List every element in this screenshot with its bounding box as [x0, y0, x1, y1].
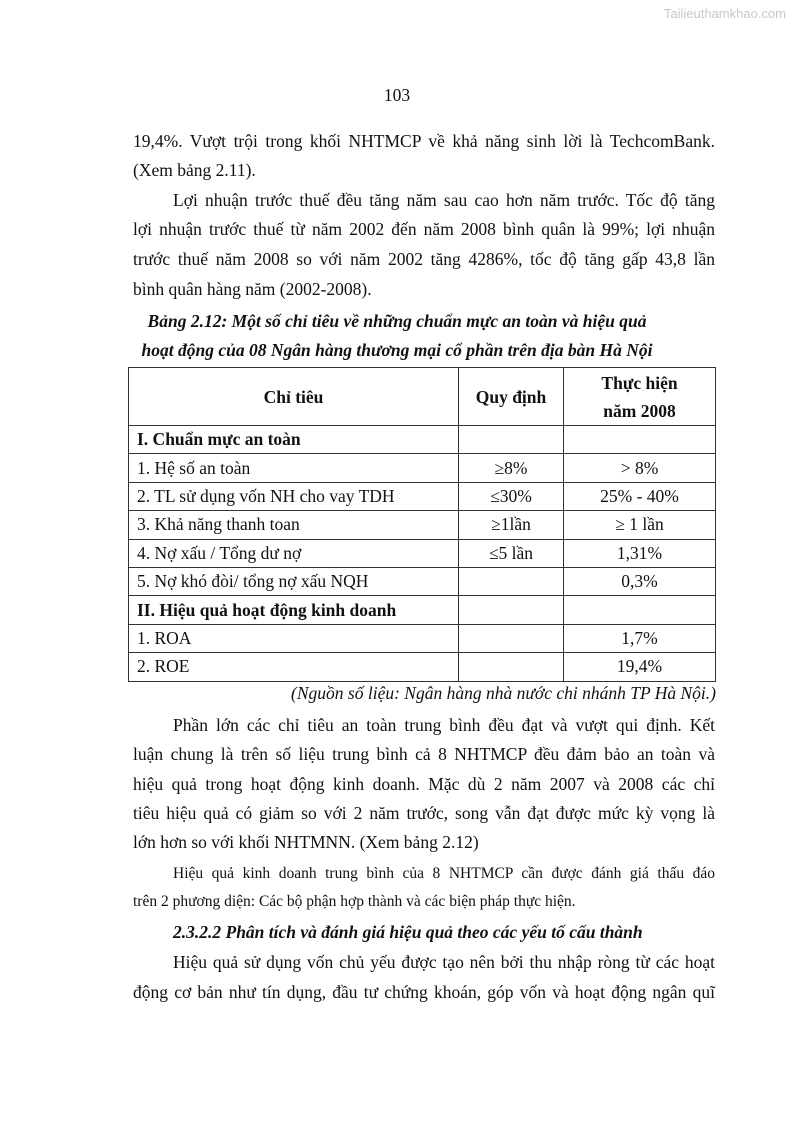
indicator-cell: 2. ROE: [129, 653, 459, 681]
regulation-cell: [459, 426, 564, 454]
text-line: 19,4%. Vượt trội trong khối NHTMCP về khả năng sinh lời là TechcomBank.: [133, 131, 715, 151]
table-row: [129, 596, 716, 624]
text-line: tiêu hiệu quả có giảm so với 2 năm trước, song vẫn đạt được mức kỳ vọng là: [133, 803, 715, 823]
text-line: lớn hơn so với khối NHTMNN. (Xem bảng 2.12): [133, 832, 479, 852]
regulation-cell: [459, 653, 564, 681]
indicator-cell: 2. TL sử dụng vốn NH cho vay TDH: [129, 482, 459, 510]
actual-cell: 1,31%: [564, 539, 716, 567]
header-cell: Thực hiện năm 2008: [564, 368, 716, 426]
indicator-cell: 3. Khả năng thanh toan: [129, 511, 459, 539]
text-line: Hiệu quả kinh doanh trung bình của 8 NHTMCP cần được đánh giá thấu đáo: [173, 865, 715, 882]
text-line: bình quân hàng năm (2002-2008).: [133, 279, 372, 299]
text-line: Lợi nhuận trước thuế đều tăng năm sau cao hơn năm trước. Tốc độ tăng: [173, 190, 715, 210]
indicator-cell: 1. ROA: [129, 624, 459, 652]
text-line: hiệu quả trong hoạt động kinh doanh. Mặc dù 2 năm 2007 và 2008 các chỉ: [133, 774, 715, 794]
regulation-cell: [459, 567, 564, 595]
header-cell: Quy định: [459, 368, 564, 426]
section-heading: 2.3.2.2 Phân tích và đánh giá hiệu quả theo các yếu tố cấu thành: [173, 922, 643, 942]
table-header-row: [129, 368, 716, 426]
table-caption: hoạt động của 08 Ngân hàng thương mại cổ phần trên địa bàn Hà Nội: [141, 340, 653, 360]
regulation-cell: ≥1lần: [459, 511, 564, 539]
regulation-cell: ≤5 lần: [459, 539, 564, 567]
indicator-cell: II. Hiệu quả hoạt động kinh doanh: [129, 596, 459, 624]
table-row: [129, 482, 716, 510]
indicator-cell: 1. Hệ số an toàn: [129, 454, 459, 482]
actual-cell: 19,4%: [564, 653, 716, 681]
text-line: luận chung là trên số liệu trung bình cả 8 NHTMCP đều đảm bảo an toàn và: [133, 744, 715, 764]
text-line: trước thuế năm 2008 so với năm 2002 tăng 4286%, tốc độ tăng gấp 43,8 lần: [133, 249, 715, 269]
watermark: Tailieuthamkhao.com: [663, 6, 786, 21]
text-line: Hiệu quả sử dụng vốn chủ yếu được tạo nên bởi thu nhập ròng từ các hoạt: [173, 952, 715, 972]
table-row: [129, 567, 716, 595]
actual-cell: [564, 596, 716, 624]
data-table: [128, 367, 716, 682]
text-line: trên 2 phương diện: Các bộ phận hợp thành và các biện pháp thực hiện.: [133, 893, 576, 910]
text-line: lợi nhuận trước thuế từ năm 2002 đến năm 2008 bình quân là 99%; lợi nhuận: [133, 219, 715, 239]
table-caption: Bảng 2.12: Một số chỉ tiêu về những chuẩn mực an toàn và hiệu quả: [147, 311, 647, 331]
regulation-cell: [459, 624, 564, 652]
header-cell: Chỉ tiêu: [129, 368, 459, 426]
indicator-cell: 5. Nợ khó đòi/ tổng nợ xấu NQH: [129, 567, 459, 595]
table-row: [129, 653, 716, 681]
text-line: động cơ bản như tín dụng, đầu tư chứng khoán, góp vốn và hoạt động ngân quĩ: [133, 982, 715, 1002]
table-source: (Nguồn số liệu: Ngân hàng nhà nước chi nhánh TP Hà Nội.): [291, 683, 716, 703]
actual-cell: ≥ 1 lần: [564, 511, 716, 539]
actual-cell: > 8%: [564, 454, 716, 482]
table-row: [129, 426, 716, 454]
actual-cell: 25% - 40%: [564, 482, 716, 510]
actual-cell: [564, 426, 716, 454]
indicator-cell: 4. Nợ xấu / Tổng dư nợ: [129, 539, 459, 567]
text-line: Phần lớn các chỉ tiêu an toàn trung bình đều đạt và vượt qui định. Kết: [173, 715, 715, 735]
text-line: (Xem bảng 2.11).: [133, 160, 256, 180]
table-row: [129, 454, 716, 482]
actual-cell: 1,7%: [564, 624, 716, 652]
table-row: [129, 624, 716, 652]
indicator-cell: I. Chuẩn mực an toàn: [129, 426, 459, 454]
table-row: [129, 539, 716, 567]
actual-cell: 0,3%: [564, 567, 716, 595]
regulation-cell: ≤30%: [459, 482, 564, 510]
page-number: 103: [383, 85, 411, 105]
regulation-cell: [459, 596, 564, 624]
table-row: [129, 511, 716, 539]
regulation-cell: ≥8%: [459, 454, 564, 482]
